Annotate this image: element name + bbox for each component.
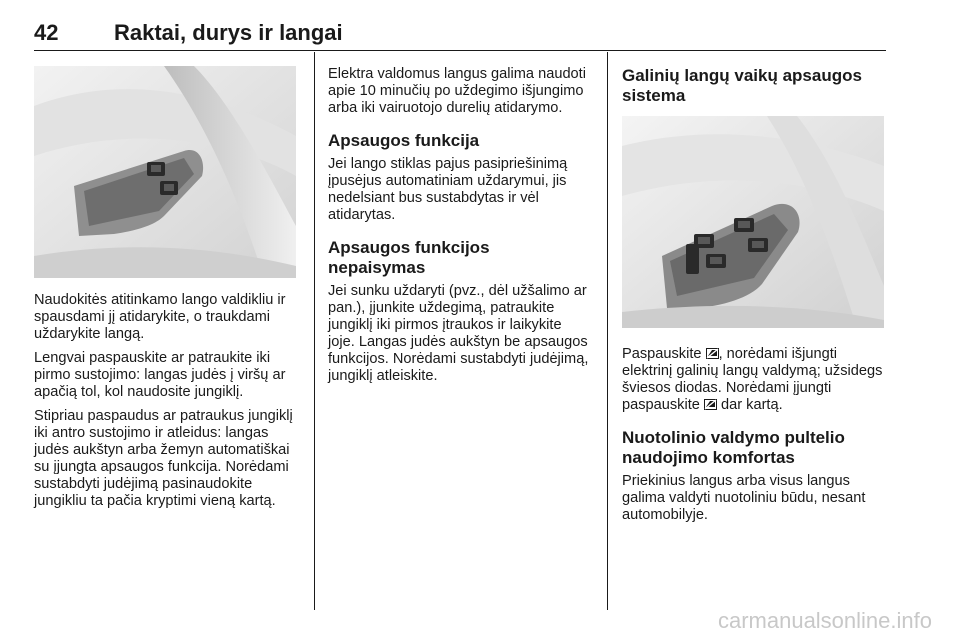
window-lock-icon — [704, 399, 717, 410]
column-divider-2 — [607, 52, 608, 610]
door-window-switch-illustration — [34, 66, 296, 278]
window-lock-icon — [706, 348, 719, 359]
column-3 — [622, 66, 884, 531]
text-run: Paspauskite — [622, 346, 706, 362]
watermark: carmanualsonline.info — [717, 608, 932, 633]
paragraph — [622, 346, 884, 414]
text-run: dar kartą. — [716, 397, 783, 413]
image-spacer — [622, 114, 884, 346]
column-1 — [34, 292, 296, 517]
column-divider-1 — [314, 52, 315, 610]
column-2 — [328, 66, 590, 392]
paragraph: Jei sunku uždaryti (pvz., dėl užšalimo ar pan.), įjunkite uždegimą, patraukite jungiklį iki pirmos įtraukos ir laikykite joje. Langas judės aukštyn be apsaugos funkcijos. Norėdami sustabdyti judėjimą, jungiklį atleiskite. — [328, 283, 589, 384]
section-heading: Galinių langų vaikų apsaugos sistema — [622, 66, 862, 105]
text-run: , norėdami išjungti elektrinį galinių langų valdymą; užsidegs šviesos diodas. Norėdami įjungti paspauskite — [622, 346, 883, 413]
section-heading: Nuotolinio valdymo pultelio naudojimo komfortas — [622, 428, 845, 467]
section-heading: Apsaugos funkcija — [328, 131, 480, 150]
paragraph: Lengvai paspauskite ar patraukite iki pirmo sustojimo: langas judės į viršų ar apačią tol, kol naudosite jungiklį. — [34, 350, 286, 400]
header-divider — [34, 50, 886, 51]
paragraph: Naudokitės atitinkamo lango valdikliu ir spausdami jį atidarykite, o traukdami uždarykite langą. — [34, 292, 286, 342]
page-number: 42 — [34, 20, 59, 45]
paragraph: Elektra valdomus langus galima naudoti apie 10 minučių po uždegimo išjungimo arba iki vairuotojo durelių atidarymo. — [328, 66, 586, 116]
paragraph: Stipriau paspaudus ar patraukus jungiklį iki antro sustojimo ir atleidus: langas judės aukštyn arba žemyn automatiškai su įjungta apsaugos funkcija. Norėdami sustabdyti judėjimą pasinaudokite jungikliu ta pačia kryptimi vieną kartą. — [34, 408, 293, 509]
paragraph: Jei lango stiklas pajus pasipriešinimą įpusėjus automatiniam uždarymui, jis nedelsiant bus sustabdytas ir vėl atidarytas. — [328, 156, 568, 223]
page-title: Raktai, durys ir langai — [114, 20, 343, 45]
page-header — [34, 20, 886, 48]
paragraph: Priekinius langus arba visus langus galima valdyti nuotoliniu būdu, nesant automobilyje. — [622, 473, 866, 523]
section-heading: Apsaugos funkcijos nepaisymas — [328, 238, 490, 277]
